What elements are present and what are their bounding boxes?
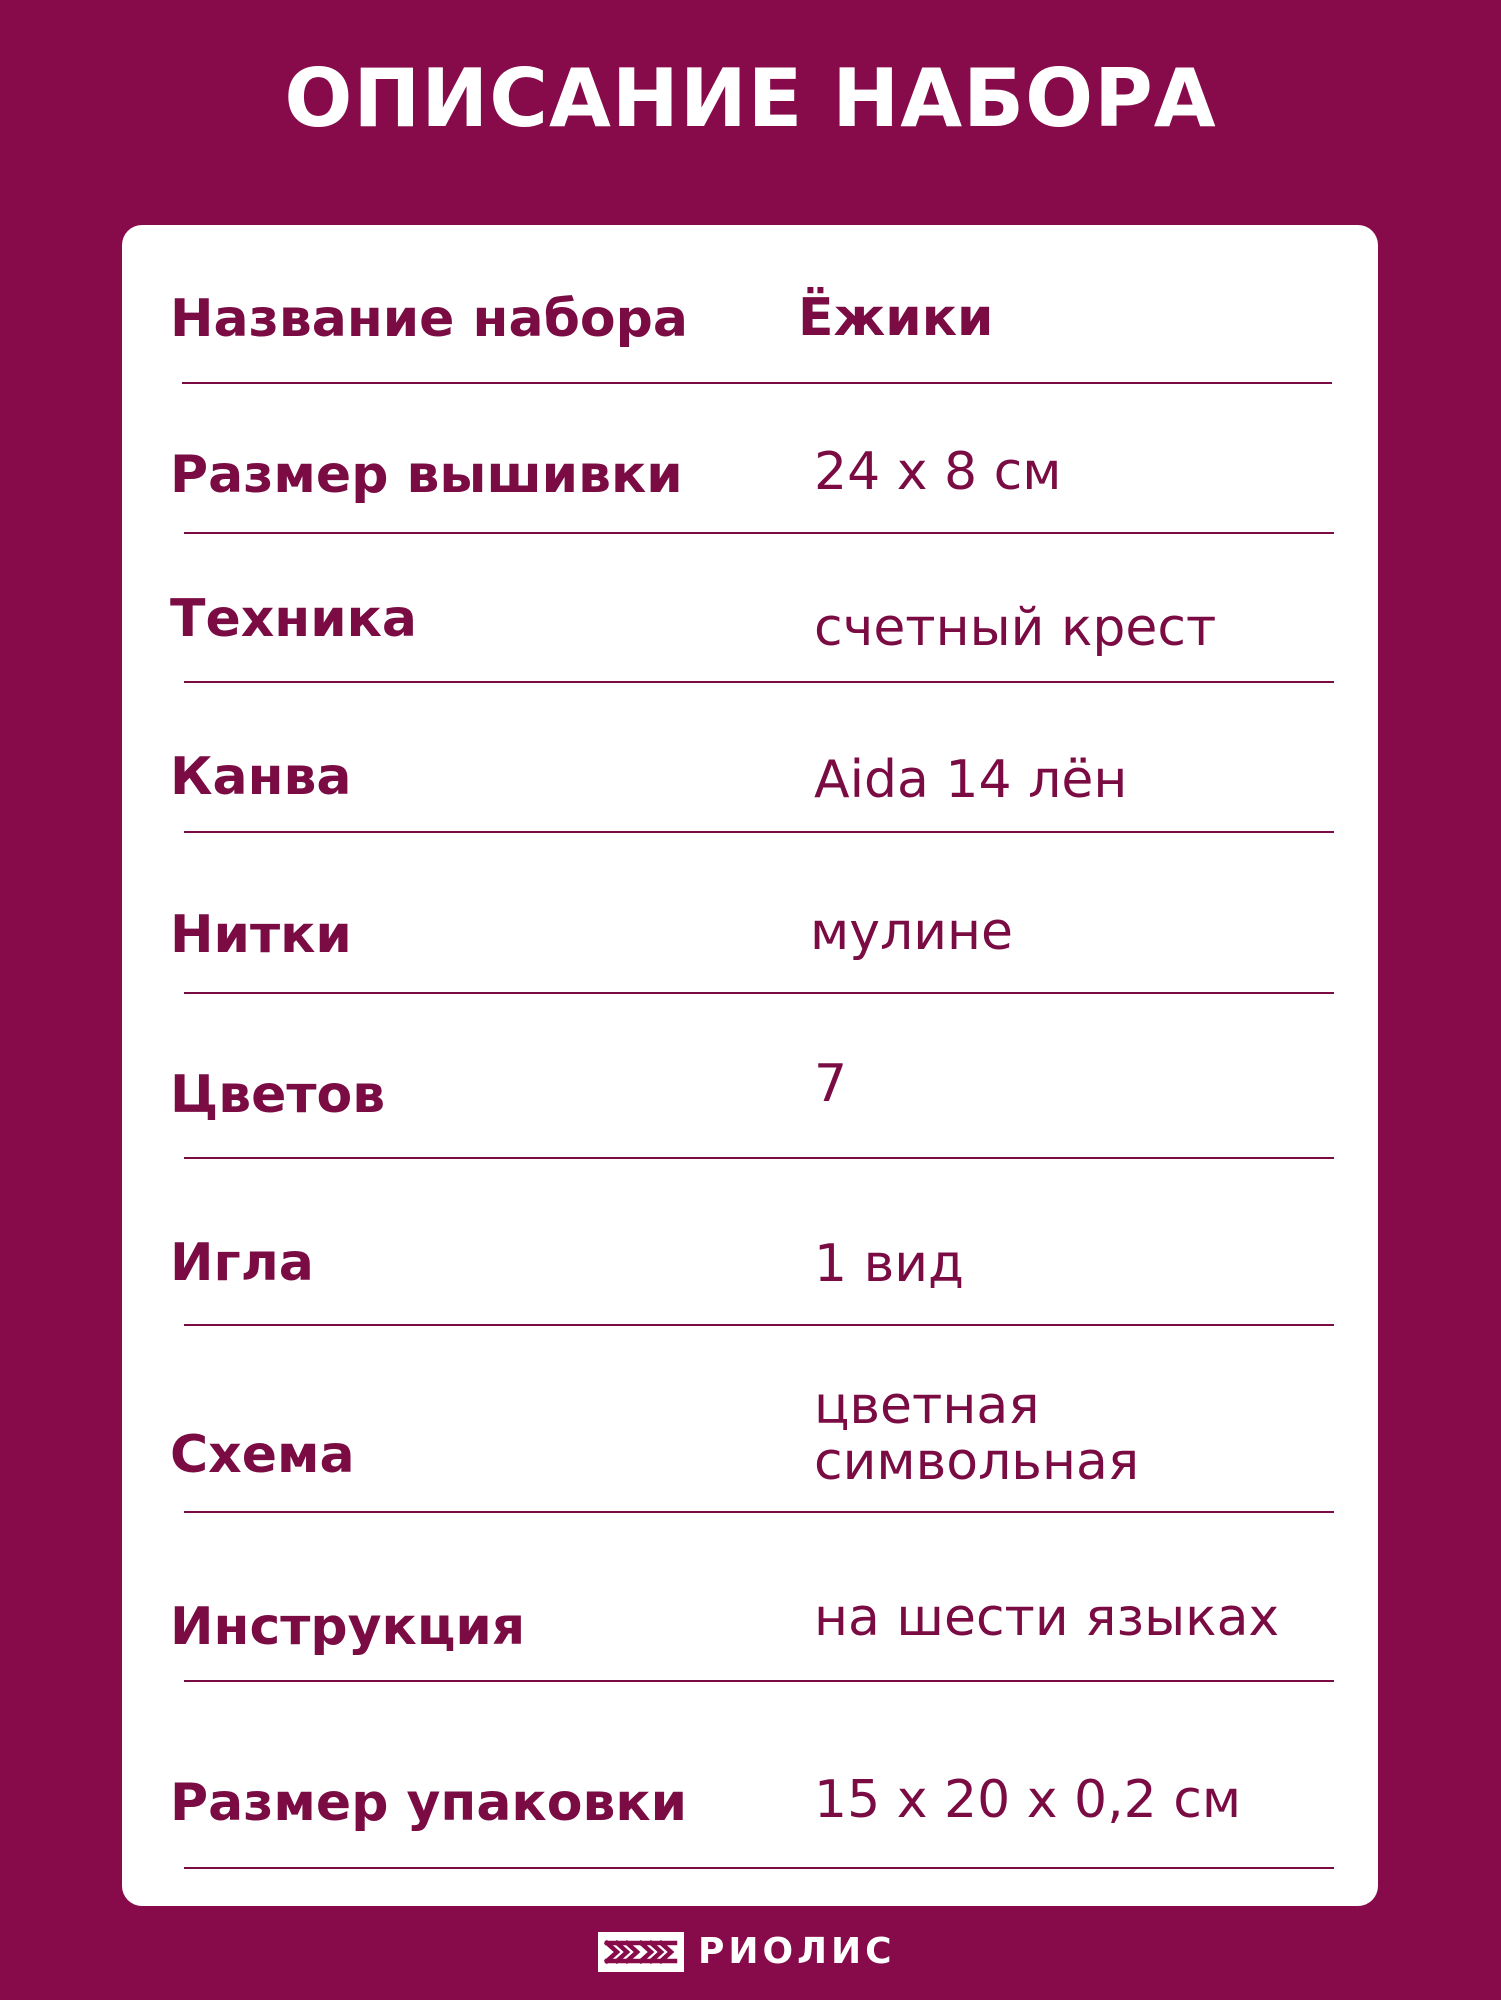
spec-label-canvas: Канва (170, 747, 352, 807)
brand-name: РИОЛИС (698, 1931, 896, 1972)
row-divider (184, 681, 1334, 683)
row-divider (184, 1680, 1334, 1682)
spec-label-colors: Цветов (170, 1065, 386, 1125)
spec-value-instructions: на шести языках (814, 1588, 1280, 1648)
spec-value-canvas: Aida 14 лён (814, 750, 1128, 810)
spec-label-package-size: Размер упаковки (170, 1773, 688, 1833)
row-divider (184, 992, 1334, 994)
spec-label-kit-name: Название набора (170, 289, 688, 349)
spec-label-threads: Нитки (170, 905, 352, 965)
row-divider (184, 1324, 1334, 1326)
spec-label-embroidery-size: Размер вышивки (170, 445, 683, 505)
spec-value-chart-line2: символьная (814, 1432, 1140, 1492)
spec-value-needle: 1 вид (814, 1234, 965, 1294)
page-title: ОПИСАНИЕ НАБОРА (284, 52, 1217, 145)
spec-label-instructions: Инструкция (170, 1597, 526, 1657)
spec-value-technique: счетный крест (814, 598, 1217, 658)
row-divider (184, 1511, 1334, 1513)
spec-value-kit-name: Ёжики (798, 288, 994, 348)
row-divider (184, 1157, 1334, 1159)
riolis-logo-icon (598, 1932, 684, 1972)
spec-value-package-size: 15 х 20 х 0,2 см (814, 1770, 1242, 1830)
row-divider (182, 382, 1332, 384)
spec-label-needle: Игла (170, 1233, 314, 1293)
row-divider (184, 831, 1334, 833)
spec-card (122, 225, 1378, 1906)
row-divider (184, 1867, 1334, 1869)
brand-logo (598, 1932, 896, 1972)
row-divider (184, 532, 1334, 534)
spec-label-technique: Техника (170, 589, 418, 649)
spec-value-chart-line1: цветная (814, 1376, 1040, 1436)
spec-value-threads: мулине (810, 902, 1014, 962)
spec-value-colors: 7 (814, 1054, 848, 1114)
spec-label-chart: Схема (170, 1425, 355, 1485)
spec-value-embroidery-size: 24 х 8 см (814, 442, 1062, 502)
